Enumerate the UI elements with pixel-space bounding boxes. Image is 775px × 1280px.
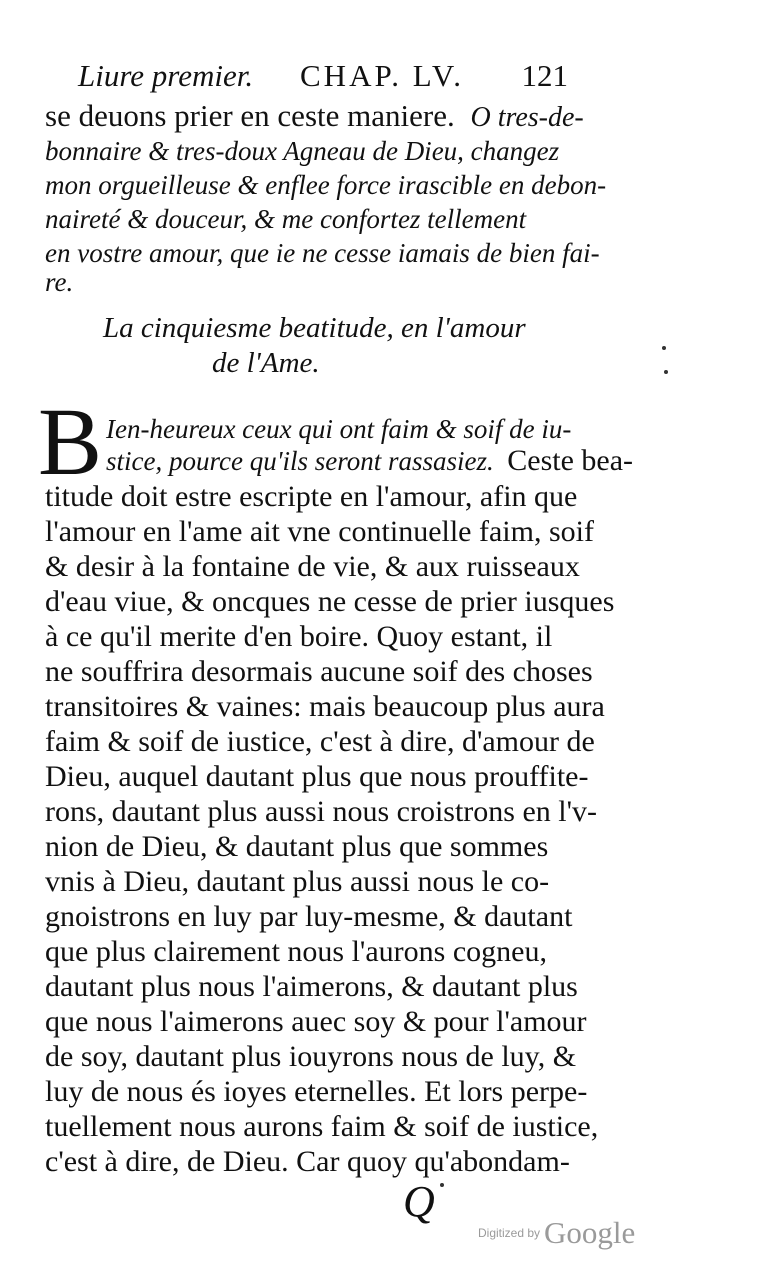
body-line: Dieu, auquel dautant plus que nous prouffite- (45, 760, 589, 793)
prayer-line-2: bonnaire & tres-doux Agneau de Dieu, changez (45, 136, 560, 166)
printer-signature: Q (403, 1177, 435, 1226)
body-line: c'est à dire, de Dieu. Car quoy qu'abondam- (45, 1145, 570, 1178)
section-subtitle-line-2: de l'Ame. (212, 347, 320, 379)
body-line: titude doit estre escripte en l'amour, afin que (45, 480, 578, 513)
body-line: tuellement nous aurons faim & soif de iustice, (45, 1110, 599, 1143)
drop-cap: B (38, 388, 103, 495)
ink-speck (662, 346, 666, 350)
body-line: transitoires & vaines: mais beaucoup plus aura (45, 690, 605, 723)
ink-speck (664, 370, 668, 374)
body-line: gnoistrons en luy par luy-mesme, & dautant (45, 900, 573, 933)
prayer-line-4: naireté & douceur, & me confortez tellement (45, 204, 527, 234)
body-line: que plus clairement nous l'aurons cogneu, (45, 935, 547, 968)
body-line: que nous l'aimerons auec soy & pour l'amour (45, 1005, 587, 1038)
body-line: rons, dautant plus aussi nous croistrons en l'v- (45, 795, 598, 828)
ink-speck (440, 1183, 444, 1187)
body-line: d'eau viue, & oncques ne cesse de prier iusques (45, 585, 615, 618)
body-line: ne souffrira desormais aucune soif des choses (45, 655, 593, 688)
body-line: faim & soif de iustice, c'est à dire, d'amour de (45, 725, 595, 758)
prayer-line-1-text: se deuons prier en ceste maniere. (45, 98, 455, 133)
body-line: dautant plus nous l'aimerons, & dautant plus (45, 970, 578, 1003)
body-line: de soy, dautant plus iouyrons nous de luy, & (45, 1040, 577, 1073)
body-line: l'amour en l'ame ait vne continuelle faim, soif (45, 515, 594, 548)
section-subtitle-line-1: La cinquiesme beatitude, en l'amour (103, 312, 526, 344)
body-line-2-rest: Ceste bea- (507, 444, 634, 477)
page-number: 121 (521, 58, 568, 93)
body-line: & desir à la fontaine de vie, & aux ruisseaux (45, 550, 580, 583)
body-italic-line-1: Ien-heureux ceux qui ont faim & soif de iu- (106, 414, 572, 444)
body-line: vnis à Dieu, dautant plus aussi nous le co- (45, 865, 550, 898)
watermark-prefix: Digitized by (478, 1226, 541, 1240)
prayer-line-5: en vostre amour, que ie ne cesse iamais de bien fai- (45, 238, 600, 268)
chapter-label: CHAP. LV. (300, 58, 464, 93)
running-title: Liure premier. (78, 58, 254, 93)
body-line: luy de nous és ioyes eternelles. Et lors perpe- (45, 1075, 588, 1108)
digitized-watermark (478, 1215, 635, 1251)
body-line-2 (106, 442, 633, 480)
watermark-brand: Google (544, 1215, 636, 1250)
prayer-line-3: mon orgueilleuse & enflee force irascible en debon- (45, 170, 607, 200)
body-line: nion de Dieu, & dautant plus que sommes (45, 830, 549, 863)
prayer-italic-start: O tres-de- (470, 102, 584, 133)
body-italic-line-2: stice, pource qu'ils seront rassasiez. (106, 446, 494, 476)
prayer-line-6: re. (45, 267, 74, 297)
body-line: à ce qu'il merite d'en boire. Quoy estant, il (45, 620, 553, 653)
running-header (78, 58, 568, 98)
